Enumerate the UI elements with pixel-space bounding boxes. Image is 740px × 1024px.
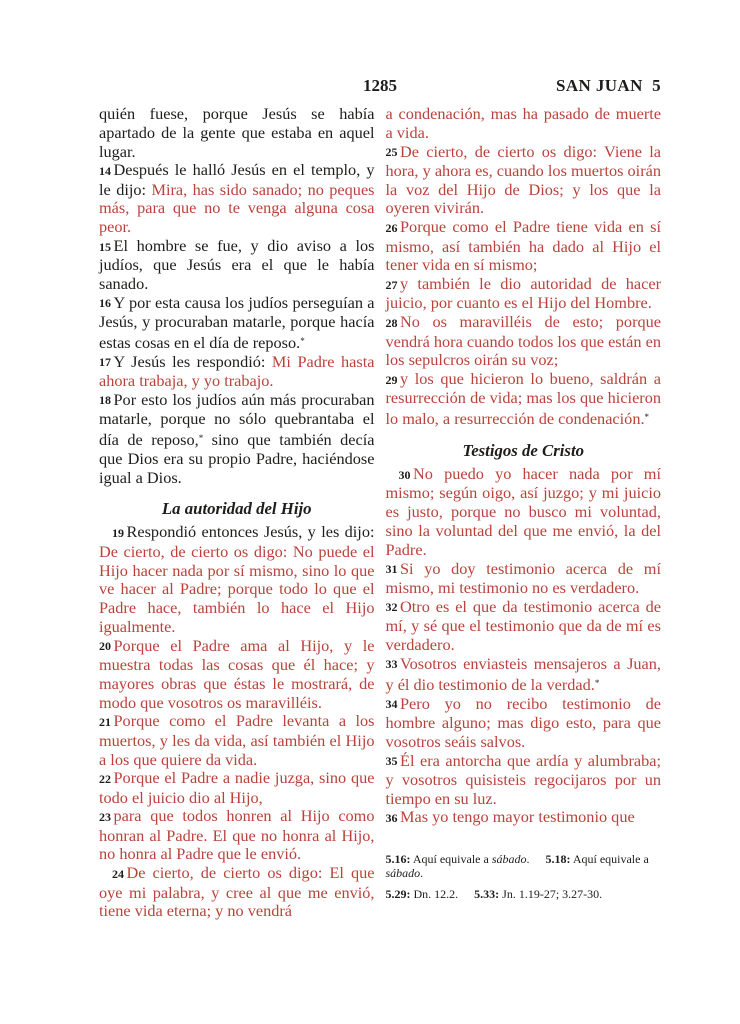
verse xyxy=(386,560,662,598)
verse-number: 31 xyxy=(385,562,398,577)
text-segment: Después le halló Jesús en el templo, y le dijo: xyxy=(99,160,375,199)
verse-number: 16 xyxy=(99,296,111,311)
verse xyxy=(386,655,662,695)
text-segment: Él era antorcha que ardía y alumbraba; y vosotros quisisteis regocijaros por un tiempo en su luz. xyxy=(385,750,661,808)
verse xyxy=(386,143,662,219)
verse-number: 14 xyxy=(99,163,111,178)
continuation-paragraph xyxy=(99,105,375,161)
verse xyxy=(386,370,662,429)
text-segment: y también le dio autoridad de hacer juicio, por cuanto es el Hijo del Hombre. xyxy=(385,274,661,313)
text-segment: Jn. 1.19-27; 3.27-30. xyxy=(499,886,603,901)
verse-number: 36 xyxy=(385,810,398,825)
text-segment: quién fuese, porque Jesús se había apartado de la gente que estaba en aquel lugar. xyxy=(99,104,375,161)
text-segment: Mira, has sido sanado; no peques más, para que no te venga alguna cosa peor. xyxy=(99,179,375,237)
verse-number: 24 xyxy=(112,866,124,881)
page-number: 1285 xyxy=(363,76,397,95)
verse xyxy=(386,275,662,313)
verse-number: 21 xyxy=(99,714,111,729)
verse xyxy=(99,161,375,237)
section-heading: Testigos de Cristo xyxy=(462,441,585,461)
text-segment: Si yo doy testimonio acerca de mí mismo, mi testimonio no es verdadero. xyxy=(385,558,661,597)
verse xyxy=(99,294,375,353)
verse-number: 26 xyxy=(385,220,398,235)
verse-number: 19 xyxy=(112,525,124,540)
verse xyxy=(99,391,375,487)
text-segment: Vosotros enviasteis mensajeros a Juan, y él dio testimonio de la verdad. xyxy=(385,653,661,694)
verse xyxy=(99,807,375,864)
right-column xyxy=(386,105,662,921)
text-segment: Y Jesús les respondió: xyxy=(113,351,272,371)
text-segment: para que todos honren al Hijo como honran al Padre. El que no honra al Hijo, no honra al Padre que le envió. xyxy=(99,806,375,864)
verse-number: 17 xyxy=(99,355,111,370)
verse xyxy=(99,712,375,769)
section-heading: La autoridad del Hijo xyxy=(161,499,312,519)
verse-number: 35 xyxy=(385,754,398,768)
text-segment: De cierto, de cierto os digo: No puede el Hijo hacer nada por sí mismo, sino lo que ve hacer al Padre; porque todo lo que el Padre hace, también lo hace el Hijo igualmente. xyxy=(99,541,375,636)
verse-number: 30 xyxy=(398,467,411,482)
footnote-asterisk: * xyxy=(300,336,305,347)
footnote-asterisk: * xyxy=(198,433,204,444)
text-segment: Respondió entonces Jesús, y les dijo: xyxy=(126,522,375,542)
verse xyxy=(99,353,375,391)
text-segment: No puedo yo hacer nada por mí mismo; según oigo, así juzgo; y mi juicio es justo, porque no busco mi voluntad, sino la voluntad del que me envió, la del Padre. xyxy=(385,464,661,559)
running-header xyxy=(99,76,661,98)
text-segment: 5.33: xyxy=(474,886,500,901)
text-segment: Porque como el Padre tiene vida en sí mismo, así también ha dado al Hijo el tener vida en sí mismo; xyxy=(385,217,661,275)
verse xyxy=(99,864,375,921)
verse-number: 29 xyxy=(385,372,398,387)
text-segment: a condenación, mas ha pasado de muerte a vida. xyxy=(385,104,661,142)
continuation-paragraph xyxy=(386,105,662,143)
text-segment: y los que hicieron lo bueno, saldrán a resurrección de vida; mas los que hicieron lo malo, a resurrección de condenación. xyxy=(385,369,661,429)
text-segment: Mas yo tengo mayor testimonio que xyxy=(400,807,635,827)
verse-number: 34 xyxy=(385,697,398,712)
footnotes xyxy=(386,852,662,902)
verse-number: 27 xyxy=(385,277,398,292)
text-segment: Otro es el que da testimonio acerca de mí, y sé que el testimonio que da de mí es verdadero. xyxy=(385,596,661,654)
verse xyxy=(386,752,662,809)
text-segment: Porque el Padre a nadie juzga, sino que todo el juicio dio al Hijo, xyxy=(99,768,375,807)
text-segment: Por esto los judíos aún más procuraban matarle, porque no sólo quebrantaba el día de reposo, xyxy=(99,389,375,450)
text-segment: Pero yo no recibo testimonio de hombre alguno; mas digo esto, para que vosotros seáis salvos. xyxy=(385,693,661,751)
page-content xyxy=(99,76,661,921)
text-segment: sábado xyxy=(385,866,421,881)
verse xyxy=(99,637,375,713)
verse xyxy=(386,808,662,827)
text-segment: Mi Padre hasta ahora trabaja, y yo trabajo. xyxy=(99,351,375,391)
text-segment: Aquí equivale a xyxy=(570,851,649,866)
footnote-asterisk: * xyxy=(644,412,650,423)
text-segment: Porque el Padre ama al Hijo, y le muestra todas las cosas que él hace; y mayores obras que éstas le mostrará, de modo que vosotros os maravilléis. xyxy=(99,635,375,712)
footnote-asterisk: * xyxy=(594,677,600,688)
text-segment: De cierto, de cierto os digo: Viene la hora, y ahora es, cuando los muertos oirán la voz del Hijo de Dios; y los que la oyeren vivirán. xyxy=(385,141,661,218)
text-segment: sábado xyxy=(491,851,527,866)
verse xyxy=(386,695,662,752)
text-segment: . xyxy=(420,866,424,881)
verse xyxy=(386,218,662,275)
text-segment: sino que también decía que Dios era su propio Padre, haciéndose igual a Dios. xyxy=(99,430,375,487)
text-segment: El hombre se fue, y dio aviso a los judíos, que Jesús era el que le había sanado. xyxy=(99,236,375,294)
verse-number: 32 xyxy=(385,600,398,615)
verse-number: 15 xyxy=(99,239,111,254)
verse-number: 33 xyxy=(385,657,398,672)
footnote xyxy=(386,887,662,902)
verse xyxy=(386,313,662,370)
text-columns xyxy=(99,105,661,921)
text-segment: No os maravilléis de esto; porque vendrá hora cuando todos los que están en los sepulcros oirán su voz; xyxy=(385,312,661,370)
text-segment: De cierto, de cierto os digo: El que oye mi palabra, y cree al que me envió, tiene vida eterna; y no vendrá xyxy=(99,863,375,921)
left-column xyxy=(99,105,375,921)
verse xyxy=(386,465,662,559)
footnote xyxy=(386,852,662,881)
verse xyxy=(386,598,662,655)
text-segment: . xyxy=(526,851,530,866)
text-segment: 5.29: xyxy=(385,886,411,901)
text-segment: Dn. 12.2. xyxy=(410,886,459,901)
verse xyxy=(99,769,375,807)
text-segment: Aquí equivale a xyxy=(410,851,492,866)
verse-number: 22 xyxy=(99,771,111,786)
book-chapter-title: SAN JUAN 5 xyxy=(556,76,661,95)
verse-number: 20 xyxy=(99,639,111,654)
right-column-verses xyxy=(386,105,662,828)
verse-number: 25 xyxy=(385,145,398,160)
verse xyxy=(99,523,375,636)
text-segment: 5.18: xyxy=(545,851,571,866)
verse-number: 18 xyxy=(99,393,111,408)
text-segment: Porque como el Padre levanta a los muertos, y les da vida, así también el Hijo a los que quiere da vida. xyxy=(99,711,375,769)
text-segment: 5.16: xyxy=(385,851,411,866)
verse-number: 28 xyxy=(385,315,398,330)
verse-number: 23 xyxy=(99,809,111,824)
verse xyxy=(99,237,375,294)
text-segment: Y por esta causa los judíos perseguían a Jesús, y procuraban matarle, porque hacía estas cosas en el día de reposo. xyxy=(99,292,375,353)
